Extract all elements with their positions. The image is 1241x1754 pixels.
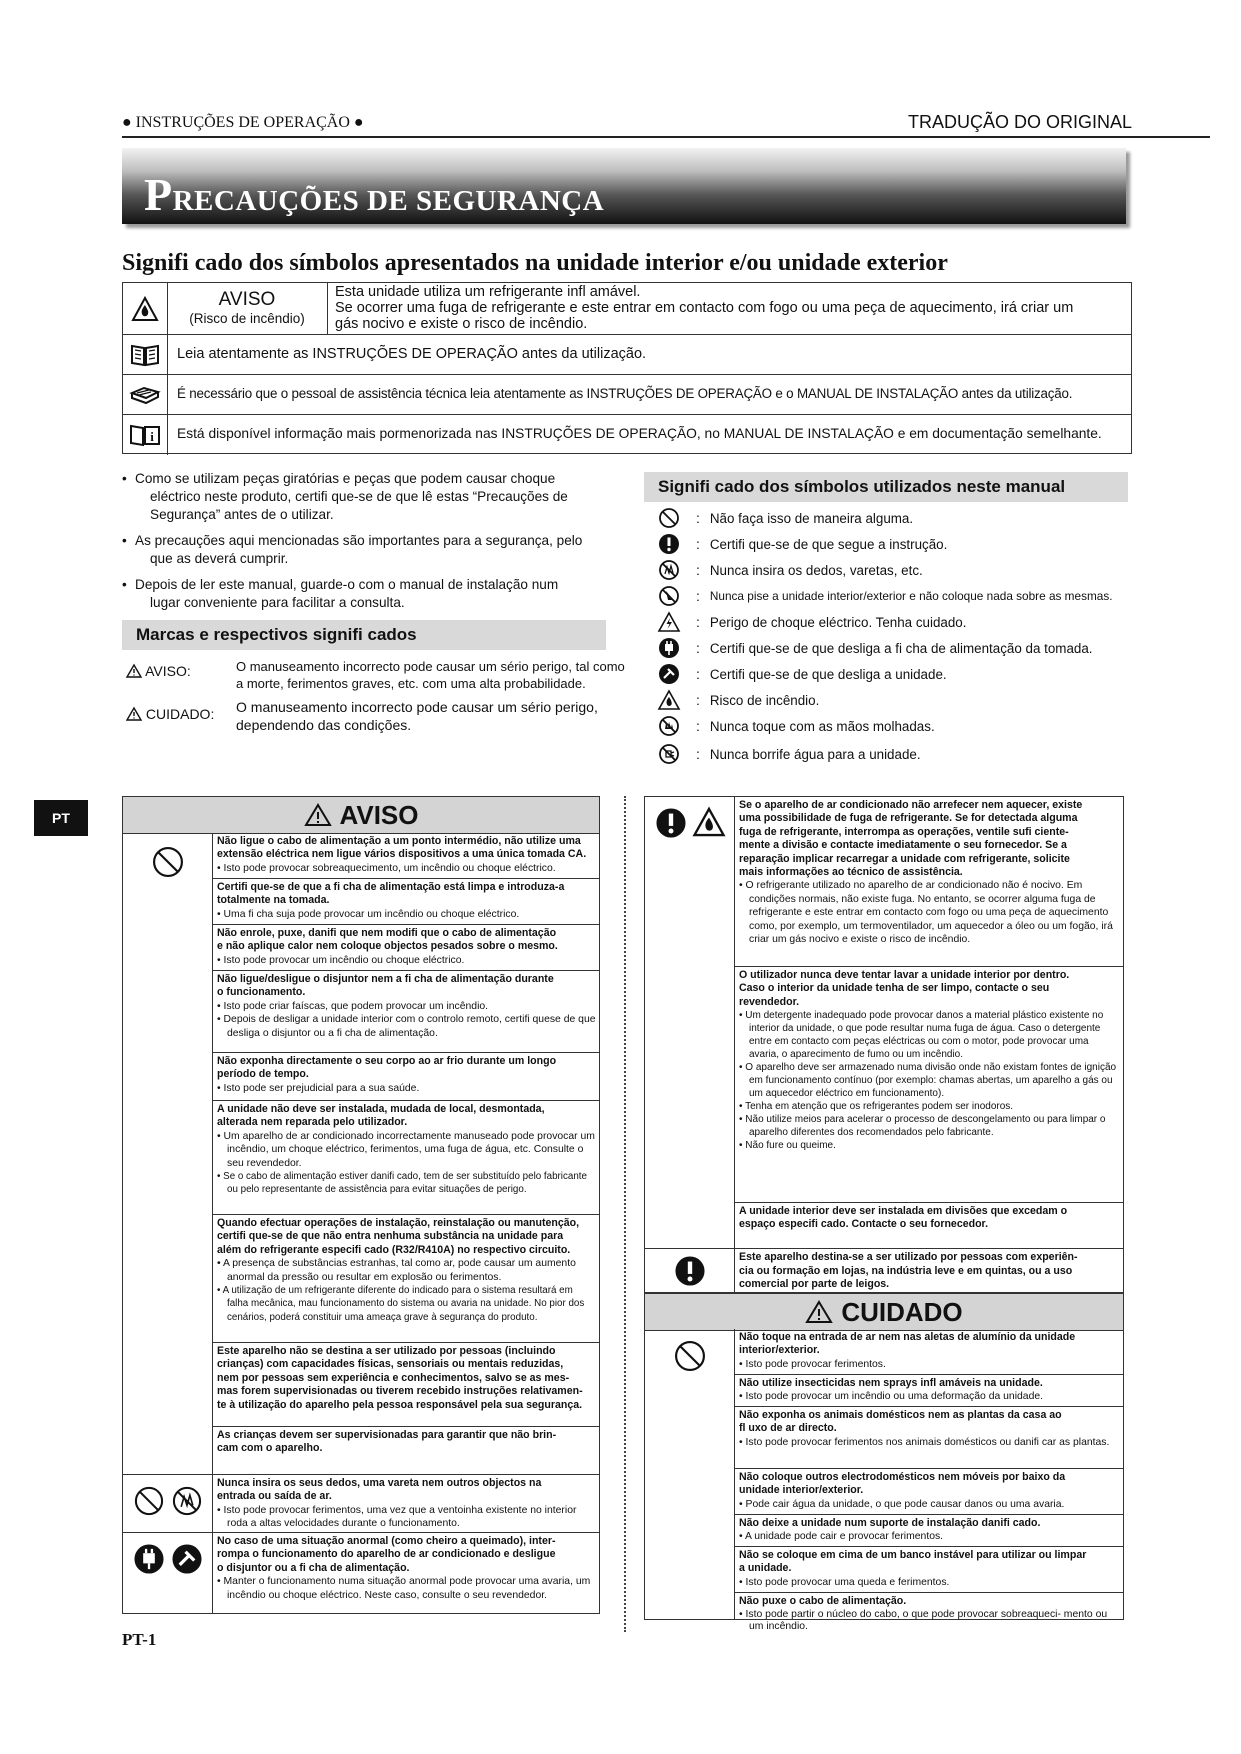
mark-line: O manuseamento incorrecto pode causar um sério perigo, xyxy=(236,699,598,715)
switch-off-icon xyxy=(171,1543,203,1580)
bullet-line: As precauções aqui mencionadas são importantes para a segurança, pelo xyxy=(135,533,583,548)
aviso-description xyxy=(335,284,1073,332)
symbol-legend-item xyxy=(656,610,966,634)
aviso-table-header xyxy=(123,797,599,834)
cuidado-item xyxy=(735,1469,1123,1515)
item-heading: No caso de uma situação anormal (como cheiro a queimado), inter- xyxy=(217,1535,556,1547)
legend-text: Certifi que-se de que segue a instrução. xyxy=(709,536,948,552)
item-note: • Isto pode provocar ferimentos nos animais domésticos ou danifi car as plantas. xyxy=(739,1436,1110,1448)
no-water-spray-icon xyxy=(656,743,682,765)
item-heading: período de tempo. xyxy=(217,1068,309,1081)
exclamation-icon xyxy=(656,533,682,555)
service-read-text: É necessário que o pessoal de assistência técnica leia atentamente as INSTRUÇÕES DE OPERAÇÃO e o MANUAL DE INSTALAÇÃO antes da utilização. xyxy=(177,386,1073,401)
page-number: PT-1 xyxy=(122,1630,157,1649)
item-heading: revendedor. xyxy=(739,995,800,1008)
aviso-line: Se ocorrer uma fuga de refrigerante e este entrar em contacto com fogo ou uma peça de aquecimento, irá criar um xyxy=(335,300,1074,316)
item-note: • A unidade pode cair e provocar ferimentos. xyxy=(739,1531,944,1543)
item-heading: extensão eléctrica nem ligue vários dispositivos a uma única tomada CA. xyxy=(217,848,587,861)
item-heading: entrada ou saída de ar. xyxy=(217,1490,332,1503)
legend-colon: : xyxy=(696,640,700,656)
aviso-item xyxy=(213,1475,599,1533)
item-heading: A unidade não deve ser instalada, mudada de local, desmontada, xyxy=(217,1103,545,1115)
warning-triangle-icon xyxy=(126,664,142,678)
aviso-item xyxy=(213,925,599,971)
warning-triangle-icon xyxy=(304,803,332,827)
item-note: • Isto pode provocar sobreaquecimento, um incêndio ou choque eléctrico. xyxy=(217,862,556,874)
aviso-icon-cell xyxy=(123,1475,213,1533)
item-heading: o disjuntor ou a fi cha de alimentação. xyxy=(217,1561,410,1574)
symbol-legend-item xyxy=(656,662,947,686)
legend-text: Não faça isso de maneira alguma. xyxy=(709,510,914,526)
mark-line: a morte, ferimentos graves, etc. com uma alta probabilidade. xyxy=(236,676,586,691)
legend-colon: : xyxy=(696,746,700,762)
symbol-legend-item xyxy=(656,688,819,712)
item-heading: Não exponha directamente o seu corpo ao ar frio durante um longo xyxy=(217,1055,557,1067)
item-heading: Caso o interior da unidade tenha de ser limpo, contacte o seu xyxy=(739,982,1050,995)
legend-text: Certifi que-se de que desliga a unidade. xyxy=(709,666,947,682)
item-heading: mas forem supervisionadas ou tiverem recebido instruções relativamen- xyxy=(217,1385,583,1398)
symbol-legend-item xyxy=(656,714,935,738)
aviso-item xyxy=(213,1343,599,1427)
page-title xyxy=(144,168,604,221)
header-rule xyxy=(122,136,1210,138)
mark-cuidado-label: CUIDADO: xyxy=(145,706,215,722)
mark-cuidado xyxy=(126,706,214,723)
aviso-item xyxy=(213,1533,599,1613)
item-note: • Manter o funcionamento numa situação anormal pode provocar uma avaria, um incêndio ou choque eléctrico. Neste caso, consulte o seu revendedor. xyxy=(217,1576,591,1601)
item-heading: Não puxe o cabo de alimentação. xyxy=(739,1595,907,1607)
item-heading: crianças) com capacidades físicas, sensoriais ou mentais reduzidas, xyxy=(217,1358,564,1371)
symbol-table xyxy=(122,282,1132,454)
aviso-item xyxy=(213,833,599,879)
item-heading: comercial por parte de leigos. xyxy=(739,1278,890,1290)
right-item xyxy=(735,797,1123,967)
service-manual-icon xyxy=(123,375,168,414)
info-text: Está disponível informação mais pormenorizada nas INSTRUÇÕES DE OPERAÇÃO, no MANUAL DE INSTALAÇÃO e em documentação semelhante. xyxy=(177,426,1102,441)
item-note: • O aparelho deve ser armazenado numa divisão onde não existam fontes de ignição em funcionamento contínuo (por exemplo: chamas abertas, um aparelho a gás ou um aquecedor eléctrico em funcionamento). xyxy=(739,1062,1117,1100)
item-note: • Isto pode criar faíscas, que podem provocar um incêndio. xyxy=(217,1000,489,1012)
no-fingers-icon xyxy=(656,559,682,581)
cuidado-item xyxy=(735,1515,1123,1547)
prohibition-icon xyxy=(673,1339,707,1378)
symbol-legend-item xyxy=(656,636,1093,660)
page-title-rest: RECAUÇÕES DE SEGURANÇA xyxy=(172,185,605,217)
item-heading: te à utilização do aparelho pela pessoa responsável pela sua segurança. xyxy=(217,1398,583,1411)
symbol-row-info xyxy=(123,415,1131,455)
page-title-initial: P xyxy=(144,169,173,220)
item-heading: rompa o funcionamento do aparelho de ar condicionado e desligue xyxy=(217,1548,556,1561)
right-item xyxy=(735,1249,1123,1293)
symbol-legend-item xyxy=(656,506,913,530)
legend-colon: : xyxy=(696,588,700,604)
item-note: • Tenha em atenção que os refrigerantes podem ser inodoros. xyxy=(739,1101,1014,1113)
item-heading: Não utilize insecticidas nem sprays infl amáveis na unidade. xyxy=(739,1377,1043,1389)
warning-triangle-icon xyxy=(126,707,142,721)
legend-colon: : xyxy=(696,562,700,578)
item-heading: espaço especifi cado. Contacte o seu fornecedor. xyxy=(739,1218,989,1231)
item-heading: cam com o aparelho. xyxy=(217,1442,323,1455)
cuidado-icon-cell xyxy=(645,1329,735,1619)
item-heading: Nunca insira os seus dedos, uma vareta nem outros objectos na xyxy=(217,1477,542,1489)
item-heading: fl uxo de ar directo. xyxy=(739,1422,837,1435)
item-note: • A presença de substâncias estranhas, tal como ar, pode causar um aumento anormal da pressão ou resultar em explosão ou ferimentos. xyxy=(217,1258,576,1283)
aviso-table xyxy=(122,796,600,1614)
aviso-item xyxy=(213,1101,599,1215)
unplug-icon xyxy=(656,637,682,659)
aviso-item xyxy=(213,971,599,1053)
item-heading: o funcionamento. xyxy=(217,986,306,999)
cuidado-item xyxy=(735,1329,1123,1375)
item-heading: além do refrigerante especifi cado (R32/R410A) no respectivo circuito. xyxy=(217,1243,571,1256)
cuidado-header xyxy=(645,1293,1123,1331)
item-heading: fuga de refrigerante, interrompa as operações, ventile sufi ciente- xyxy=(739,825,1069,838)
exclamation-icon xyxy=(655,807,687,844)
item-heading: Não toque na entrada de ar nem nas aletas de alumínio da unidade xyxy=(739,1331,1076,1343)
aviso-item xyxy=(213,1053,599,1101)
cuidado-item xyxy=(735,1407,1123,1469)
mark-aviso-description xyxy=(236,658,625,692)
aviso-icon-cell xyxy=(123,833,213,1475)
fire-risk-icon xyxy=(693,807,725,842)
cuidado-item xyxy=(735,1593,1123,1633)
item-heading: O utilizador nunca deve tentar lavar a unidade interior por dentro. xyxy=(739,969,1070,981)
item-heading: Não enrole, puxe, danifi que nem modifi que o cabo de alimentação xyxy=(217,927,557,939)
item-note: • A utilização de um refrigerante diferente do indicado para o sistema resultará em falha mecânica, mau funcionamento do sistema ou avaria na unidade. No pior dos cenários, poderá constituir uma ameaça grave à segurança do produto. xyxy=(217,1285,585,1323)
prohibition-icon xyxy=(151,845,185,884)
legend-text: Perigo de choque eléctrico. Tenha cuidado. xyxy=(709,614,967,630)
item-heading: uma possibilidade de fuga de refrigerante. Se for detectada alguma xyxy=(739,812,1078,825)
bullet-line: eléctrico neste produto, certifi que-se de que lê estas “Precauções de xyxy=(150,489,568,504)
prohibition-icon xyxy=(133,1485,165,1522)
item-note: • Isto pode provocar ferimentos. xyxy=(739,1358,886,1370)
item-heading: cia ou formação em lojas, na indústria leve e em quintas, ou a uso xyxy=(739,1264,1073,1277)
aviso-line: gás nocivo e existe o risco de incêndio. xyxy=(335,316,588,332)
bullet-line: Segurança” antes de o utilizar. xyxy=(150,507,334,522)
legend-colon: : xyxy=(696,510,700,526)
legend-text: Nunca borrife água para a unidade. xyxy=(709,746,921,762)
item-heading: Não ligue/desligue o disjuntor nem a fi cha de alimentação durante xyxy=(217,973,554,985)
right-icon-cell xyxy=(645,797,735,1249)
aviso-item xyxy=(213,1215,599,1343)
item-heading: Não se coloque em cima de um banco instável para utilizar ou limpar xyxy=(739,1549,1087,1561)
section-title: Signifi cado dos símbolos apresentados na unidade interior e/ou unidade exterior xyxy=(122,250,948,276)
aviso-icon-cell xyxy=(123,1533,213,1613)
intro-bullet: • Depois de ler este manual, guarde-o com o manual de instalação num lugar conveniente para facilitar a consulta. xyxy=(122,577,559,610)
item-note: • Não fure ou queime. xyxy=(739,1140,836,1152)
item-note: • Isto pode provocar um incêndio ou uma deformação da unidade. xyxy=(739,1391,1044,1403)
bullet-line: lugar conveniente para facilitar a consulta. xyxy=(150,595,405,610)
symbol-row-aviso xyxy=(123,283,1131,335)
bullet-line: que as deverá cumprir. xyxy=(150,551,289,566)
item-note: • Isto pode partir o núcleo do cabo, o que pode provocar sobreaqueci- mento ou um incêndio. xyxy=(739,1608,1108,1633)
cuidado-title: CUIDADO xyxy=(841,1296,963,1327)
item-heading: mais informações ao técnico de assistência. xyxy=(739,866,963,879)
item-heading: Não coloque outros electrodomésticos nem móveis por baixo da xyxy=(739,1471,1066,1483)
item-heading: nem por pessoas sem experiência e conhecimentos, salvo se as mes- xyxy=(217,1371,570,1384)
item-heading: Não exponha os animais domésticos nem as plantas da casa ao xyxy=(739,1409,1062,1421)
symbol-legend-item xyxy=(656,584,1113,608)
aviso-table-title: AVISO xyxy=(339,799,419,830)
legend-text: Certifi que-se de que desliga a fi cha de alimentação da tomada. xyxy=(709,640,1093,656)
aviso-sublabel: (Risco de incêndio) xyxy=(189,311,305,326)
switch-off-icon xyxy=(656,663,682,685)
aviso-label: AVISO xyxy=(218,289,276,310)
manual-read-text: Leia atentamente as INSTRUÇÕES DE OPERAÇÃO antes da utilização. xyxy=(177,346,647,362)
no-step-icon xyxy=(656,585,682,607)
aviso-line: Esta unidade utiliza um refrigerante infl amável. xyxy=(335,284,641,300)
mark-cuidado-description xyxy=(236,698,598,734)
item-note: • Isto pode provocar uma queda e ferimentos. xyxy=(739,1576,950,1588)
header-left: ● INSTRUÇÕES DE OPERAÇÃO ● xyxy=(122,114,364,131)
intro-bullet: • As precauções aqui mencionadas são importantes para a segurança, pelo que as deverá cumprir. xyxy=(122,533,583,566)
fire-risk-icon xyxy=(656,690,682,710)
item-note: • Um detergente inadequado pode provocar danos a material plástico existente no interior da unidade, o que pode resultar numa fuga de água. Caso o detergente entre em contacto com peças eléctricas ou com o motor, pode provocar uma avaria, o aparecimento de fumo ou um incêndio. xyxy=(739,1010,1104,1061)
item-heading: A unidade interior deve ser instalada em divisões que excedam o xyxy=(739,1205,1068,1217)
item-heading: Este aparelho destina-se a ser utilizado por pessoas com experiên- xyxy=(739,1251,1078,1263)
aviso-label-cell xyxy=(167,283,328,334)
intro-bullet: • Como se utilizam peças giratórias e peças que podem causar choque eléctrico neste produto, certifi que-se de que lê estas “Precauções de Segurança” antes de o utilizar. xyxy=(122,471,568,522)
bullet-line: Depois de ler este manual, guarde-o com o manual de instalação num xyxy=(135,577,559,592)
item-heading: As crianças devem ser supervisionadas para garantir que não brin- xyxy=(217,1429,557,1441)
legend-colon: : xyxy=(696,666,700,682)
item-heading: interior/exterior. xyxy=(739,1344,820,1357)
legend-text: Nunca insira os dedos, varetas, etc. xyxy=(709,562,923,578)
mark-line: O manuseamento incorrecto pode causar um sério perigo, tal como xyxy=(236,659,625,674)
symbol-row-service xyxy=(123,375,1131,415)
language-tab: PT xyxy=(34,800,88,836)
item-heading: reparação implicar recarregar a unidade com refrigerante, solicite xyxy=(739,852,1070,865)
symbol-row-manual xyxy=(123,335,1131,375)
item-note: • Isto pode provocar ferimentos, uma vez que a ventoinha existente no interior roda a altas velocidades durante o funcionamento. xyxy=(217,1504,577,1530)
legend-text: Risco de incêndio. xyxy=(709,692,820,708)
legend-colon: : xyxy=(696,536,700,552)
marks-title: Marcas e respectivos signifi cados xyxy=(122,620,606,650)
right-warning-table xyxy=(644,796,1124,1633)
item-heading: mente a divisão e contacte imediatamente o seu fornecedor. Se a xyxy=(739,839,1067,852)
exclamation-icon xyxy=(674,1255,706,1292)
symbol-legend-item xyxy=(656,532,947,556)
item-heading: Não deixe a unidade num suporte de instalação danifi cado. xyxy=(739,1517,1041,1529)
item-heading: e não aplique calor nem coloque objectos pesados sobre o mesmo. xyxy=(217,940,558,953)
symbol-legend-item xyxy=(656,742,921,766)
no-fingers-icon xyxy=(171,1485,203,1522)
right-item xyxy=(735,967,1123,1203)
item-heading: Certifi que-se de que a fi cha de alimentação está limpa e introduza-a xyxy=(217,881,565,893)
cuidado-item xyxy=(735,1547,1123,1593)
electric-shock-icon xyxy=(656,612,682,632)
header-right: TRADUÇÃO DO ORIGINAL xyxy=(908,112,1133,132)
item-note: • Um aparelho de ar condicionado incorrectamente manuseado pode provocar um incêndio, um choque eléctrico, ferimentos, uma fuga de água, etc. Consulte o seu revendedor. xyxy=(217,1130,595,1169)
manual-symbols-title: Signifi cado dos símbolos utilizados neste manual xyxy=(644,472,1128,502)
symbol-legend-item xyxy=(656,558,923,582)
item-note: • Isto pode ser prejudicial para a sua saúde. xyxy=(217,1082,420,1094)
open-book-icon xyxy=(123,335,168,374)
aviso-item xyxy=(213,879,599,925)
legend-colon: : xyxy=(696,614,700,630)
item-note: • Uma fi cha suja pode provocar um incêndio ou choque eléctrico. xyxy=(217,908,520,920)
item-note: • Isto pode provocar um incêndio ou choque eléctrico. xyxy=(217,954,465,966)
right-item xyxy=(735,1203,1123,1249)
item-heading: totalmente na tomada. xyxy=(217,894,330,907)
bullet-line: Como se utilizam peças giratórias e peças que podem causar choque xyxy=(135,471,556,486)
item-heading: Se o aparelho de ar condicionado não arrefecer nem aquecer, existe xyxy=(739,799,1083,811)
aviso-item xyxy=(213,1427,599,1475)
info-book-icon xyxy=(123,415,168,455)
mark-line: dependendo das condições. xyxy=(236,717,412,733)
unplug-icon xyxy=(133,1543,165,1580)
cuidado-item xyxy=(735,1375,1123,1407)
prohibition-icon xyxy=(656,507,682,529)
item-heading: unidade interior/exterior. xyxy=(739,1484,864,1497)
item-heading: Este aparelho não se destina a ser utilizado por pessoas (incluindo xyxy=(217,1345,556,1357)
no-wet-hands-icon xyxy=(656,715,682,737)
item-heading: Não ligue o cabo de alimentação a um ponto intermédio, não utilize uma xyxy=(217,835,581,847)
item-note: • O refrigerante utilizado no aparelho de ar condicionado não é nocivo. Em condições normais, não existe fuga. No entanto, se ocorrer alguma fuga de refrigerante e este entrar em contacto com fogo ou uma peça de aquecimento como, por exemplo, um termoventilador, um aquecedor a óleo ou um fogão, irá criar um gás nocivo e existe o risco de incêndio. xyxy=(739,880,1113,946)
item-note: • Depois de desligar a unidade interior com o controlo remoto, certifi quese de que desliga o disjuntor ou a fi cha de alimentação. xyxy=(217,1014,596,1039)
right-icon-cell xyxy=(645,1249,735,1293)
item-note: • Não utilize meios para acelerar o processo de descongelamento ou para limpar o aparelho diferentes dos recomendados pelo fabricante. xyxy=(739,1114,1106,1139)
item-heading: alterada nem reparada pelo utilizador. xyxy=(217,1116,408,1129)
item-heading: certifi que-se de que não entra nenhuma substância na unidade para xyxy=(217,1230,564,1243)
fire-warning-icon xyxy=(123,283,168,334)
mark-aviso-label: AVISO: xyxy=(145,663,191,679)
legend-colon: : xyxy=(696,692,700,708)
warning-triangle-icon xyxy=(805,1300,833,1324)
column-separator xyxy=(624,796,626,1632)
item-note: • Se o cabo de alimentação estiver danifi cado, tem de ser substituído pelo fabricante ou pelo representante de assistência para evitar situações de perigo. xyxy=(217,1171,587,1196)
item-heading: a unidade. xyxy=(739,1562,792,1575)
item-heading: Quando efectuar operações de instalação, reinstalação ou manutenção, xyxy=(217,1217,580,1229)
legend-text: Nunca pise a unidade interior/exterior e não coloque nada sobre as mesmas. xyxy=(709,589,1113,603)
legend-text: Nunca toque com as mãos molhadas. xyxy=(709,718,935,734)
item-note: • Pode cair água da unidade, o que pode causar danos ou uma avaria. xyxy=(739,1498,1065,1510)
legend-colon: : xyxy=(696,718,700,734)
mark-aviso xyxy=(126,663,191,680)
svg-text:i: i xyxy=(150,429,154,444)
